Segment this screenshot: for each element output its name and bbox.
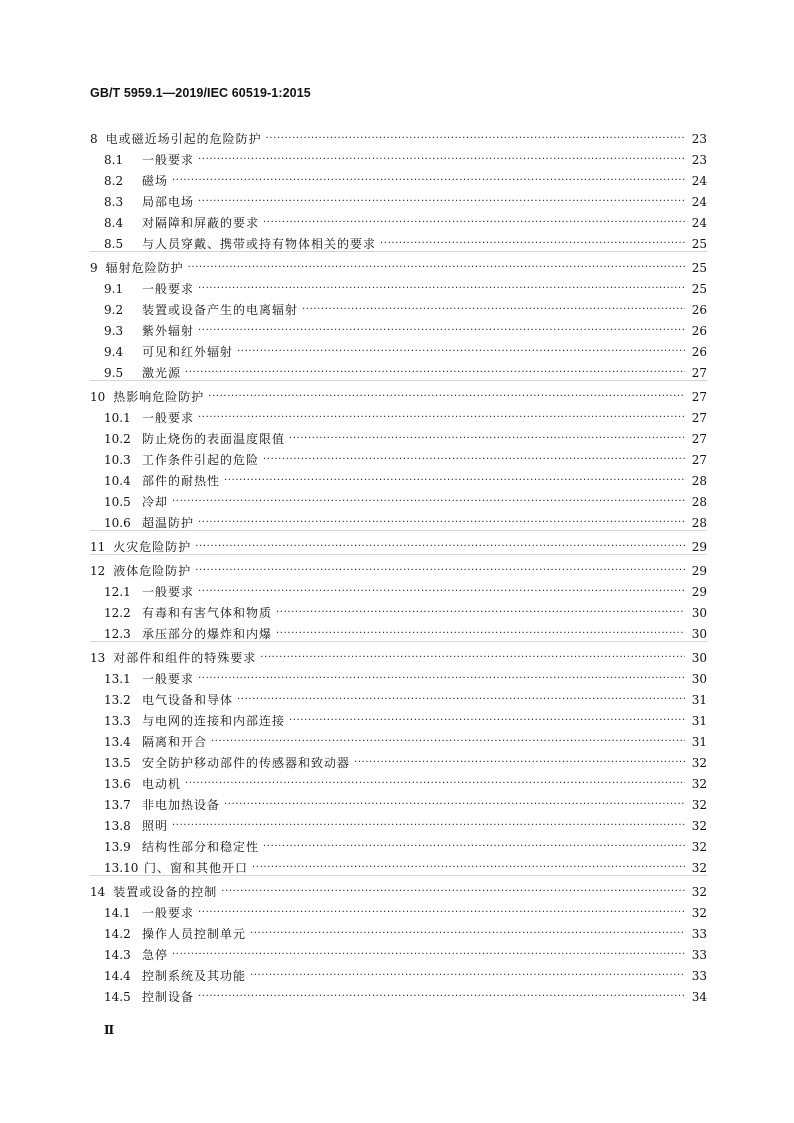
toc-section-entry[interactable] bbox=[104, 171, 707, 191]
toc-section-entry[interactable] bbox=[104, 624, 707, 644]
toc-entry-title: 控制系统及其功能 bbox=[142, 969, 247, 983]
toc-entry-number: 12 bbox=[90, 564, 106, 578]
toc-entry-page-number: 23 bbox=[691, 153, 707, 167]
toc-dot-leader bbox=[208, 387, 685, 407]
toc-entry-page-number: 29 bbox=[691, 564, 707, 578]
toc-entry-page-number: 26 bbox=[691, 303, 707, 317]
toc-section-entry[interactable] bbox=[104, 234, 707, 254]
toc-entry-page-number: 25 bbox=[691, 282, 707, 296]
toc-dot-leader bbox=[237, 342, 685, 362]
toc-chapter-entry[interactable] bbox=[90, 537, 707, 557]
toc-dot-leader bbox=[260, 648, 685, 668]
toc-section-entry[interactable] bbox=[104, 342, 707, 362]
toc-section-entry[interactable] bbox=[104, 450, 707, 470]
toc-entry-page-number: 31 bbox=[691, 735, 707, 749]
toc-section-entry[interactable] bbox=[104, 837, 707, 857]
toc-section-entry[interactable] bbox=[104, 363, 707, 383]
toc-dot-leader bbox=[185, 363, 685, 383]
toc-entry-page-number: 25 bbox=[691, 261, 707, 275]
toc-entry-number: 10.3 bbox=[104, 453, 131, 467]
toc-dot-leader bbox=[250, 966, 685, 986]
toc-entry-title: 超温防护 bbox=[142, 516, 195, 530]
toc-section-entry[interactable] bbox=[104, 903, 707, 923]
toc-entry-number: 10 bbox=[90, 390, 106, 404]
toc-entry-number: 8.4 bbox=[104, 216, 124, 230]
toc-entry-title: 与电网的连接和内部连接 bbox=[142, 714, 286, 728]
toc-entry-number: 12.3 bbox=[104, 627, 131, 641]
toc-entry-number: 13.6 bbox=[104, 777, 131, 791]
toc-dot-leader bbox=[195, 561, 685, 581]
toc-entry-title: 对隔障和屏蔽的要求 bbox=[142, 216, 260, 230]
toc-dot-leader bbox=[302, 300, 685, 320]
toc-dot-leader bbox=[198, 279, 685, 299]
toc-section-entry[interactable] bbox=[104, 471, 707, 491]
toc-section-entry[interactable] bbox=[104, 732, 707, 752]
toc-entry-page-number: 32 bbox=[691, 777, 707, 791]
toc-entry-number: 13.10 bbox=[104, 861, 139, 875]
toc-entry-number: 10.5 bbox=[104, 495, 131, 509]
toc-entry-page-number: 28 bbox=[691, 516, 707, 530]
toc-entry-page-number: 26 bbox=[691, 345, 707, 359]
toc-entry-title: 装置或设备产生的电离辐射 bbox=[142, 303, 299, 317]
toc-entry-number: 10.6 bbox=[104, 516, 131, 530]
toc-entry-title: 操作人员控制单元 bbox=[142, 927, 247, 941]
toc-entry-number: 10.2 bbox=[104, 432, 131, 446]
toc-dot-leader bbox=[198, 321, 685, 341]
toc-entry-title: 工作条件引起的危险 bbox=[142, 453, 260, 467]
toc-dot-leader bbox=[354, 753, 685, 773]
toc-dot-leader bbox=[266, 129, 685, 149]
toc-entry-page-number: 30 bbox=[691, 606, 707, 620]
toc-dot-leader bbox=[221, 882, 685, 902]
toc-entry-page-number: 29 bbox=[691, 585, 707, 599]
toc-entry-page-number: 33 bbox=[691, 969, 707, 983]
toc-entry-page-number: 25 bbox=[691, 237, 707, 251]
toc-entry-number: 9.5 bbox=[104, 366, 124, 380]
toc-section-entry[interactable] bbox=[104, 924, 707, 944]
toc-entry-page-number: 32 bbox=[691, 885, 707, 899]
toc-dot-leader bbox=[198, 150, 685, 170]
toc-dot-leader bbox=[198, 513, 685, 533]
toc-entry-title: 对部件和组件的特殊要求 bbox=[113, 651, 257, 665]
toc-dot-leader bbox=[198, 669, 685, 689]
toc-entry-number: 9.1 bbox=[104, 282, 124, 296]
toc-dot-leader bbox=[211, 732, 685, 752]
toc-dot-leader bbox=[195, 537, 685, 557]
toc-dot-leader bbox=[380, 234, 685, 254]
toc-entry-title: 一般要求 bbox=[142, 672, 195, 686]
toc-dot-leader bbox=[198, 582, 685, 602]
toc-entry-page-number: 31 bbox=[691, 693, 707, 707]
toc-entry-title: 控制设备 bbox=[142, 990, 195, 1004]
toc-entry-number: 14.5 bbox=[104, 990, 131, 1004]
toc-dot-leader bbox=[276, 603, 685, 623]
toc-section-entry[interactable] bbox=[104, 795, 707, 815]
toc-entry-title: 安全防护移动部件的传感器和致动器 bbox=[142, 756, 351, 770]
toc-entry-title: 照明 bbox=[142, 819, 169, 833]
toc-entry-number: 13.4 bbox=[104, 735, 131, 749]
toc-dot-leader bbox=[198, 903, 685, 923]
toc-dot-leader bbox=[289, 429, 685, 449]
toc-chapter-entry[interactable] bbox=[90, 882, 707, 902]
toc-chapter-entry[interactable] bbox=[90, 258, 707, 278]
toc-section-entry[interactable] bbox=[104, 213, 707, 233]
toc-entry-title: 火灾危险防护 bbox=[113, 540, 192, 554]
toc-section-entry[interactable] bbox=[104, 816, 707, 836]
toc-entry-title: 一般要求 bbox=[142, 282, 195, 296]
toc-entry-title: 辐射危险防护 bbox=[105, 261, 184, 275]
toc-entry-title: 防止烧伤的表面温度限值 bbox=[142, 432, 286, 446]
toc-entry-page-number: 28 bbox=[691, 474, 707, 488]
toc-entry-page-number: 24 bbox=[691, 174, 707, 188]
toc-entry-page-number: 27 bbox=[691, 390, 707, 404]
toc-entry-title: 电或磁近场引起的危险防护 bbox=[105, 132, 262, 146]
toc-entry-number: 8.1 bbox=[104, 153, 124, 167]
toc-entry-title: 电气设备和导体 bbox=[142, 693, 234, 707]
toc-section-entry[interactable] bbox=[104, 753, 707, 773]
toc-entry-title: 可见和红外辐射 bbox=[142, 345, 234, 359]
standard-header: GB/T 5959.1—2019/IEC 60519-1:2015 bbox=[90, 86, 311, 100]
toc-entry-title: 非电加热设备 bbox=[142, 798, 221, 812]
toc-dot-leader bbox=[172, 816, 685, 836]
toc-dot-leader bbox=[185, 774, 685, 794]
toc-entry-number: 14.1 bbox=[104, 906, 131, 920]
toc-entry-number: 13.8 bbox=[104, 819, 131, 833]
toc-entry-title: 有毒和有害气体和物质 bbox=[142, 606, 273, 620]
toc-dot-leader bbox=[224, 795, 685, 815]
toc-section-entry[interactable] bbox=[104, 690, 707, 710]
toc-entry-title: 装置或设备的控制 bbox=[113, 885, 218, 899]
toc-entry-number: 8.5 bbox=[104, 237, 124, 251]
toc-entry-page-number: 27 bbox=[691, 411, 707, 425]
toc-chapter-entry[interactable] bbox=[90, 129, 707, 149]
toc-entry-page-number: 31 bbox=[691, 714, 707, 728]
toc-dot-leader bbox=[263, 837, 685, 857]
toc-dot-leader bbox=[198, 408, 685, 428]
toc-entry-number: 11 bbox=[90, 540, 106, 554]
toc-entry-title: 液体危险防护 bbox=[113, 564, 192, 578]
toc-section-entry[interactable] bbox=[104, 492, 707, 512]
toc-section-entry[interactable] bbox=[104, 513, 707, 533]
toc-entry-title: 一般要求 bbox=[142, 585, 195, 599]
toc-entry-number: 13.3 bbox=[104, 714, 131, 728]
toc-entry-page-number: 33 bbox=[691, 927, 707, 941]
toc-dot-leader bbox=[224, 471, 685, 491]
toc-dot-leader bbox=[172, 945, 685, 965]
toc-entry-page-number: 32 bbox=[691, 840, 707, 854]
toc-entry-number: 12.2 bbox=[104, 606, 131, 620]
toc-dot-leader bbox=[188, 258, 685, 278]
toc-dot-leader bbox=[263, 450, 685, 470]
toc-entry-page-number: 30 bbox=[691, 672, 707, 686]
toc-entry-page-number: 27 bbox=[691, 432, 707, 446]
toc-entry-page-number: 24 bbox=[691, 216, 707, 230]
toc-entry-number: 13.5 bbox=[104, 756, 131, 770]
toc-entry-page-number: 26 bbox=[691, 324, 707, 338]
toc-entry-number: 13.7 bbox=[104, 798, 131, 812]
toc-entry-number: 13.2 bbox=[104, 693, 131, 707]
toc-entry-title: 热影响危险防护 bbox=[113, 390, 205, 404]
toc-section-entry[interactable] bbox=[104, 408, 707, 428]
toc-entry-number: 14.3 bbox=[104, 948, 131, 962]
toc-chapter-entry[interactable] bbox=[90, 387, 707, 407]
toc-dot-leader bbox=[289, 711, 685, 731]
toc-entry-title: 一般要求 bbox=[142, 906, 195, 920]
toc-entry-page-number: 32 bbox=[691, 861, 707, 875]
toc-entry-number: 13 bbox=[90, 651, 106, 665]
toc-entry-page-number: 24 bbox=[691, 195, 707, 209]
toc-entry-title: 磁场 bbox=[142, 174, 169, 188]
toc-dot-leader bbox=[252, 858, 685, 878]
toc-entry-title: 紫外辐射 bbox=[142, 324, 195, 338]
toc-entry-title: 局部电场 bbox=[142, 195, 195, 209]
toc-section-entry[interactable] bbox=[104, 966, 707, 986]
toc-entry-title: 急停 bbox=[142, 948, 169, 962]
toc-entry-page-number: 32 bbox=[691, 798, 707, 812]
toc-section-entry[interactable] bbox=[104, 669, 707, 689]
toc-entry-number: 8 bbox=[90, 132, 98, 146]
toc-section-entry[interactable] bbox=[104, 300, 707, 320]
toc-entry-number: 13.9 bbox=[104, 840, 131, 854]
toc-entry-number: 14.4 bbox=[104, 969, 131, 983]
toc-section-entry[interactable] bbox=[104, 279, 707, 299]
toc-entry-title: 门、窗和其他开口 bbox=[144, 861, 249, 875]
toc-entry-number: 9.2 bbox=[104, 303, 124, 317]
toc-entry-title: 一般要求 bbox=[142, 411, 195, 425]
toc-dot-leader bbox=[198, 192, 685, 212]
toc-entry-page-number: 30 bbox=[691, 627, 707, 641]
toc-entry-page-number: 32 bbox=[691, 906, 707, 920]
toc-section-entry[interactable] bbox=[104, 858, 707, 878]
toc-entry-title: 承压部分的爆炸和内爆 bbox=[142, 627, 273, 641]
toc-entry-number: 9.3 bbox=[104, 324, 124, 338]
toc-entry-title: 一般要求 bbox=[142, 153, 195, 167]
toc-entry-page-number: 32 bbox=[691, 819, 707, 833]
toc-entry-page-number: 23 bbox=[691, 132, 707, 146]
toc-entry-title: 隔离和开合 bbox=[142, 735, 208, 749]
toc-entry-number: 9 bbox=[90, 261, 98, 275]
toc-dot-leader bbox=[250, 924, 685, 944]
toc-section-entry[interactable] bbox=[104, 582, 707, 602]
toc-entry-page-number: 27 bbox=[691, 366, 707, 380]
toc-dot-leader bbox=[172, 171, 685, 191]
toc-entry-number: 8.2 bbox=[104, 174, 124, 188]
toc-section-entry[interactable] bbox=[104, 192, 707, 212]
page-numeral: Ⅱ bbox=[104, 1023, 115, 1037]
toc-entry-page-number: 29 bbox=[691, 540, 707, 554]
toc-entry-title: 冷却 bbox=[142, 495, 169, 509]
toc-section-entry[interactable] bbox=[104, 321, 707, 341]
toc-entry-page-number: 30 bbox=[691, 651, 707, 665]
toc-entry-number: 14 bbox=[90, 885, 106, 899]
toc-entry-title: 与人员穿戴、携带或持有物体相关的要求 bbox=[142, 237, 377, 251]
toc-section-entry[interactable] bbox=[104, 150, 707, 170]
toc-entry-page-number: 32 bbox=[691, 756, 707, 770]
toc-section-entry[interactable] bbox=[104, 429, 707, 449]
toc-section-entry[interactable] bbox=[104, 945, 707, 965]
toc-entry-number: 14.2 bbox=[104, 927, 131, 941]
toc-dot-leader bbox=[172, 492, 685, 512]
toc-entry-title: 部件的耐热性 bbox=[142, 474, 221, 488]
toc-chapter-entry[interactable] bbox=[90, 561, 707, 581]
toc-chapter-entry[interactable] bbox=[90, 648, 707, 668]
toc-entry-number: 10.1 bbox=[104, 411, 131, 425]
toc-entry-page-number: 34 bbox=[691, 990, 707, 1004]
toc-section-entry[interactable] bbox=[104, 711, 707, 731]
toc-entry-title: 电动机 bbox=[142, 777, 182, 791]
toc-dot-leader bbox=[237, 690, 685, 710]
toc-section-entry[interactable] bbox=[104, 603, 707, 623]
toc-dot-leader bbox=[276, 624, 685, 644]
toc-entry-number: 13.1 bbox=[104, 672, 131, 686]
toc-entry-page-number: 27 bbox=[691, 453, 707, 467]
toc-dot-leader bbox=[198, 987, 685, 1007]
toc-entry-number: 12.1 bbox=[104, 585, 131, 599]
toc-entry-page-number: 28 bbox=[691, 495, 707, 509]
toc-entry-title: 激光源 bbox=[142, 366, 182, 380]
toc-dot-leader bbox=[263, 213, 685, 233]
toc-entry-title: 结构性部分和稳定性 bbox=[142, 840, 260, 854]
toc-section-entry[interactable] bbox=[104, 987, 707, 1007]
toc-entry-number: 9.4 bbox=[104, 345, 124, 359]
toc-entry-number: 8.3 bbox=[104, 195, 124, 209]
toc-entry-number: 10.4 bbox=[104, 474, 131, 488]
toc-section-entry[interactable] bbox=[104, 774, 707, 794]
toc-entry-page-number: 33 bbox=[691, 948, 707, 962]
